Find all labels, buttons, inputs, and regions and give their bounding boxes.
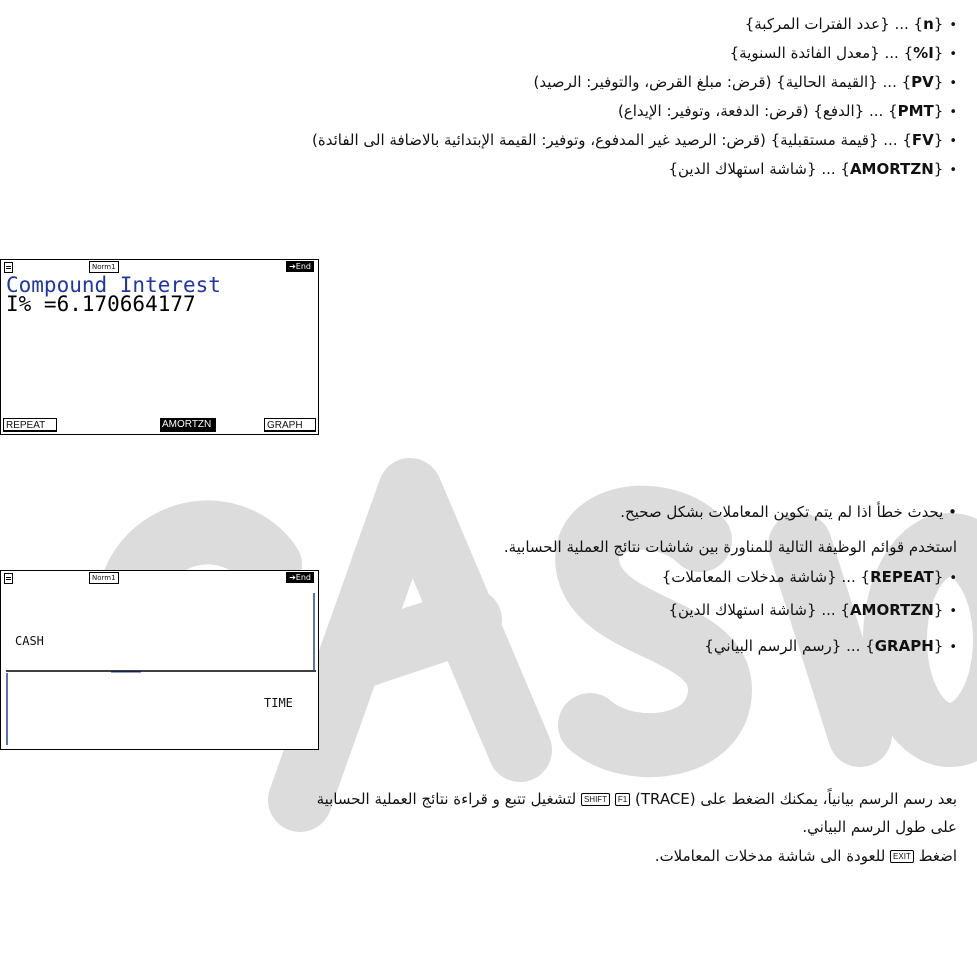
menu-bullet-repeat: •{REPEAT} ... {شاشة مدخلات المعاملات} — [661, 568, 957, 586]
menu-bullet-graph: •{GRAPH} ... {رسم الرسم البياني} — [704, 637, 957, 655]
shift-key-icon: SHIFT — [581, 793, 610, 806]
bullet-marker: • — [949, 47, 957, 62]
bullet-marker: • — [949, 76, 957, 91]
bullet-text: {شاشة استهلاك الدين} — [668, 601, 817, 619]
key-label: AMORTZN — [849, 160, 934, 178]
repeat-fkey[interactable]: REPEAT — [3, 418, 57, 432]
bullet-marker: • — [949, 163, 957, 178]
bullet-n: •{n} ... {عدد الفترات المركبة} — [17, 10, 957, 39]
error-note-line — [620, 503, 957, 521]
key-label: REPEAT — [870, 568, 934, 586]
trace-note-line2: على طول الرسم البياني. — [802, 818, 957, 836]
f1-key-icon: F1 — [615, 793, 630, 806]
bullet-pv: •{PV} ... {القيمة الحالية} (قرض: مبلغ القرض، والتوفير: الرصيد) — [17, 68, 957, 97]
bullet-text: {شاشة مدخلات المعاملات} — [661, 568, 837, 586]
bullet-amortzn: •{AMORTZN} ... {شاشة استهلاك الدين} — [17, 155, 957, 184]
end-indicator: ➔End — [286, 572, 314, 583]
bullet-pmt: •{PMT} ... {الدفع} (قرض: الدفعة، وتوفير: الإيداع) — [17, 97, 957, 126]
trace-label: (TRACE) — [634, 790, 696, 808]
menu-bullet-amortzn: •{AMORTZN} ... {شاشة استهلاك الدين} — [668, 601, 957, 619]
bullet-marker: • — [949, 105, 957, 120]
trace-note-line1: بعد رسم الرسم بيانياً، يمكنك الضغط على (TRACE) F1 SHIFT لتشغيل تتبع و قراءة نتائج العملية الحسابية — [316, 790, 957, 808]
calculator-graph-screen — [0, 570, 319, 750]
battery-icon — [4, 262, 13, 273]
calculator-result-screen — [0, 259, 319, 435]
bullet-i-percent: •{I%} ... {معدل الفائدة السنوية} — [17, 39, 957, 68]
time-axis-label: TIME — [264, 696, 293, 710]
graph-fkey[interactable]: GRAPH — [264, 418, 316, 432]
key-label: AMORTZN — [849, 601, 934, 619]
bullet-text: {الدفع} (قرض: الدفعة، وتوفير: الإيداع) — [617, 102, 865, 120]
exit-key-icon: EXIT — [890, 850, 914, 863]
bullet-text: {شاشة استهلاك الدين} — [668, 160, 817, 178]
key-label: n — [923, 15, 934, 33]
key-label: I% — [913, 44, 934, 62]
bullet-text: {قيمة مستقبلية} (قرض: الرصيد غير المدفوع، وتوفير: القيمة الإبتدائية بالاضافة الى الفائدة) — [312, 131, 879, 149]
bullet-text: {القيمة الحالية} (قرض: مبلغ القرض، والتوفير: الرصيد) — [533, 73, 878, 91]
status-bar — [1, 571, 318, 585]
cash-axis-label: CASH — [15, 634, 44, 648]
cash-flow-graph — [1, 585, 318, 749]
amortzn-fkey[interactable]: AMORTZN — [160, 418, 216, 432]
status-bar — [1, 260, 318, 274]
norm-indicator: Norm1 — [89, 261, 119, 273]
bullet-fv: •{FV} ... {قيمة مستقبلية} (قرض: الرصيد غير المدفوع، وتوفير: القيمة الإبتدائية بالاضافة الى الفائدة) — [17, 126, 957, 155]
battery-icon — [4, 573, 13, 584]
key-label: PV — [911, 73, 934, 91]
bullet-text: {معدل الفائدة السنوية} — [729, 44, 880, 62]
screen-title: Compound Interest — [6, 273, 221, 297]
end-indicator: ➔End — [286, 261, 314, 272]
interest-result: I% =6.170664177 — [6, 292, 196, 316]
bullet-text: {عدد الفترات المركبة} — [744, 15, 890, 33]
bullet-marker: • — [949, 18, 957, 33]
key-label: PMT — [897, 102, 934, 120]
menu-intro: استخدم قوائم الوظيفة التالية للمناورة بين شاشات نتائج العملية الحسابية. — [503, 538, 957, 556]
bullet-text: {رسم الرسم البياني} — [704, 637, 842, 655]
norm-indicator: Norm1 — [89, 572, 119, 584]
bullet-marker: • — [948, 503, 957, 521]
key-label: FV — [911, 131, 934, 149]
exit-note: اضغط EXIT للعودة الى شاشة مدخلات المعاملات. — [654, 847, 957, 865]
bullet-marker: • — [949, 134, 957, 149]
key-label: GRAPH — [874, 637, 934, 655]
parameter-bullet-list — [17, 10, 957, 184]
error-note: يحدث خطأ اذا لم يتم تكوين المعاملات بشكل صحيح. — [620, 503, 944, 521]
